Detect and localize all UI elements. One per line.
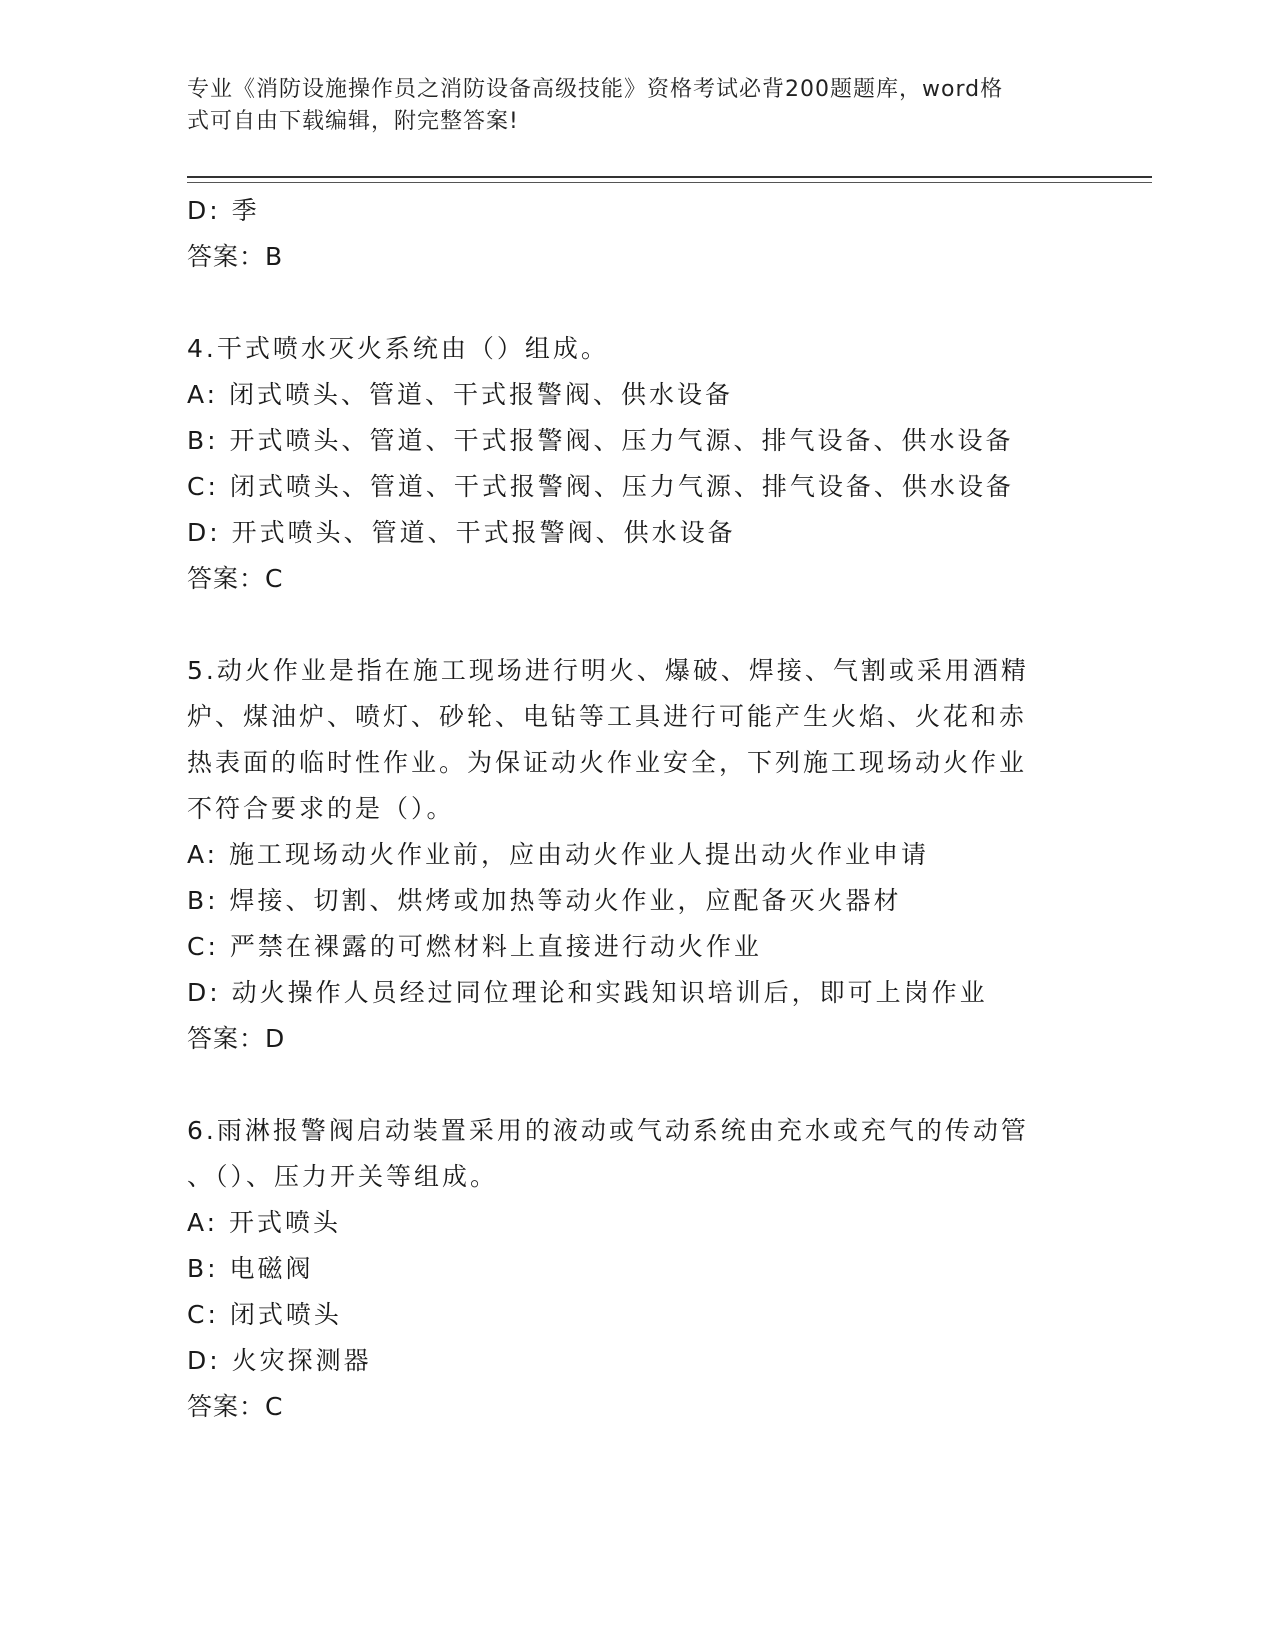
option-a: A: 闭式喷头、管道、干式报警阀、供水设备 bbox=[187, 380, 734, 409]
option-d: D: 开式喷头、管道、干式报警阀、供水设备 bbox=[187, 518, 736, 547]
option-b: B: 焊接、切割、烘烤或加热等动火作业，应配备灭火器材 bbox=[187, 886, 902, 915]
header-divider-thick bbox=[187, 176, 1152, 178]
option-c: C: 严禁在裸露的可燃材料上直接进行动火作业 bbox=[187, 932, 762, 961]
answer: 答案：D bbox=[187, 1024, 286, 1053]
spacer bbox=[187, 602, 1067, 648]
question-5 bbox=[187, 648, 1067, 1062]
question-stem-line: 5.动火作业是指在施工现场进行明火、爆破、焊接、气割或采用酒精 bbox=[187, 656, 1029, 685]
header-line-2: 式可自由下载编辑，附完整答案! bbox=[187, 109, 519, 134]
question-4 bbox=[187, 326, 1067, 602]
question-stem-line: 、（）、压力开关等组成。 bbox=[187, 1162, 499, 1191]
question-stem-line: 6.雨淋报警阀启动装置采用的液动或气动系统由充水或充气的传动管 bbox=[187, 1116, 1029, 1145]
carryover-option-d: D: 季 bbox=[187, 196, 260, 225]
option-c: C: 闭式喷头 bbox=[187, 1300, 342, 1329]
option-a: A: 开式喷头 bbox=[187, 1208, 342, 1237]
question-stem: 4.干式喷水灭火系统由（）组成。 bbox=[187, 334, 609, 363]
question-content bbox=[187, 188, 1067, 1430]
option-d: D: 火灾探测器 bbox=[187, 1346, 372, 1375]
option-d: D: 动火操作人员经过同位理论和实践知识培训后，即可上岗作业 bbox=[187, 978, 988, 1007]
question-stem-line: 炉、煤油炉、喷灯、砂轮、电钻等工具进行可能产生火焰、火花和赤 bbox=[187, 702, 1028, 731]
header-divider-thin bbox=[187, 182, 1152, 183]
option-a: A: 施工现场动火作业前，应由动火作业人提出动火作业申请 bbox=[187, 840, 930, 869]
carryover-answer: 答案：B bbox=[187, 242, 284, 271]
option-b: B: 电磁阀 bbox=[187, 1254, 314, 1283]
question-6 bbox=[187, 1108, 1067, 1430]
spacer bbox=[187, 1062, 1067, 1108]
answer: 答案：C bbox=[187, 564, 284, 593]
question-stem-line: 不符合要求的是（）。 bbox=[187, 794, 455, 823]
option-b: B: 开式喷头、管道、干式报警阀、压力气源、排气设备、供水设备 bbox=[187, 426, 1014, 455]
answer: 答案：C bbox=[187, 1392, 284, 1421]
question-stem-line: 热表面的临时性作业。为保证动火作业安全，下列施工现场动火作业 bbox=[187, 748, 1028, 777]
document-header bbox=[187, 74, 1067, 138]
spacer bbox=[187, 280, 1067, 326]
option-c: C: 闭式喷头、管道、干式报警阀、压力气源、排气设备、供水设备 bbox=[187, 472, 1014, 501]
header-line-1: 专业《消防设施操作员之消防设备高级技能》资格考试必背200题题库，word格 bbox=[187, 77, 1004, 102]
